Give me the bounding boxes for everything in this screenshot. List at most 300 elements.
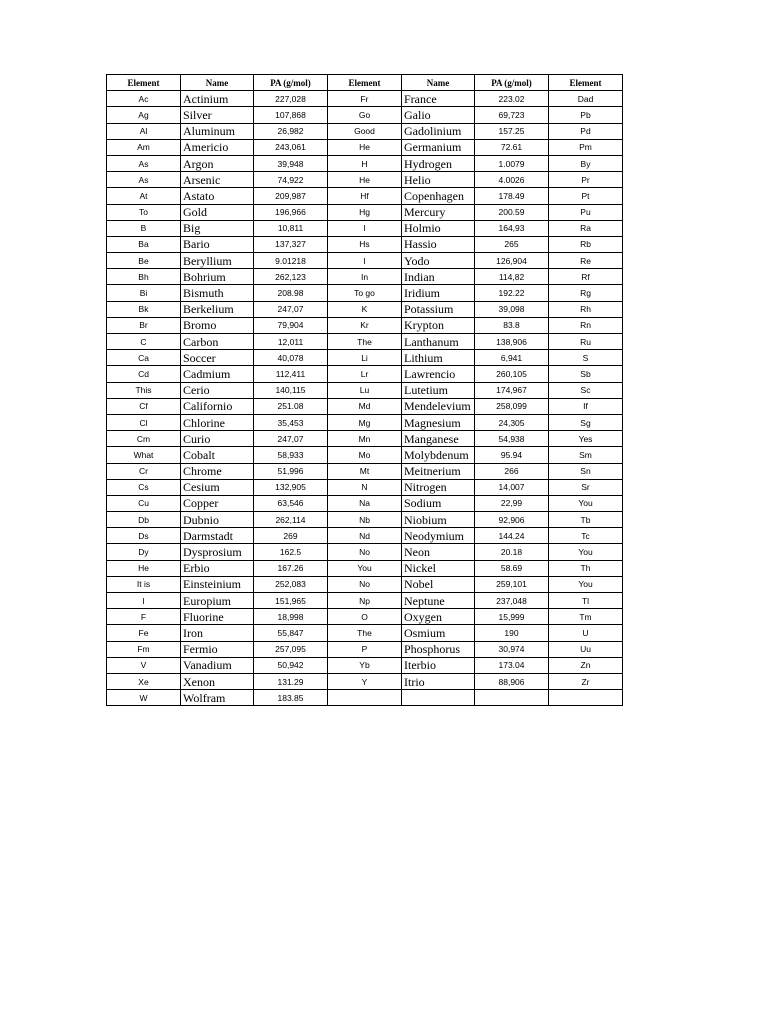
cell-symbol: Ba [107, 236, 181, 252]
cell-symbol: V [107, 657, 181, 673]
cell-symbol: Fm [107, 641, 181, 657]
cell-symbol: Pu [549, 204, 623, 220]
cell-name: Copper [181, 495, 254, 511]
cell-symbol: You [549, 495, 623, 511]
cell-symbol: Lu [328, 382, 402, 398]
cell-symbol: Bi [107, 285, 181, 301]
cell-atomic-weight: 50,942 [254, 657, 328, 673]
cell-name: Wolfram [181, 690, 254, 706]
cell-symbol: Hf [328, 188, 402, 204]
cell-atomic-weight: 20.18 [475, 544, 549, 560]
cell-name: Nitrogen [402, 479, 475, 495]
cell-name: Molybdenum [402, 447, 475, 463]
table-row [107, 414, 623, 430]
cell-symbol: S [549, 350, 623, 366]
table-row [107, 609, 623, 625]
cell-atomic-weight: 262,123 [254, 269, 328, 285]
table-row [107, 560, 623, 576]
cell-symbol: Pt [549, 188, 623, 204]
cell-name: Copenhagen [402, 188, 475, 204]
table-row [107, 398, 623, 414]
table-row [107, 641, 623, 657]
cell-atomic-weight: 88,906 [475, 673, 549, 689]
cell-name: Iridium [402, 285, 475, 301]
cell-name: Osmium [402, 625, 475, 641]
cell-name: Silver [181, 107, 254, 123]
cell-symbol: P [328, 641, 402, 657]
table-row [107, 123, 623, 139]
cell-atomic-weight: 1.0079 [475, 155, 549, 171]
cell-atomic-weight: 74,922 [254, 172, 328, 188]
cell-symbol: Cr [107, 463, 181, 479]
cell-symbol: Cu [107, 495, 181, 511]
cell-symbol: Lr [328, 366, 402, 382]
table-row [107, 301, 623, 317]
cell-symbol: Fr [328, 91, 402, 107]
cell-atomic-weight: 18,998 [254, 609, 328, 625]
cell-atomic-weight: 126,904 [475, 253, 549, 269]
cell-atomic-weight: 237,048 [475, 593, 549, 609]
cell-name: Gold [181, 204, 254, 220]
cell-atomic-weight: 51,996 [254, 463, 328, 479]
table-body [107, 91, 623, 706]
cell-name: Beryllium [181, 253, 254, 269]
cell-symbol: Np [328, 593, 402, 609]
cell-name: Cobalt [181, 447, 254, 463]
cell-atomic-weight: 209,987 [254, 188, 328, 204]
cell-symbol: He [107, 560, 181, 576]
cell-symbol: Go [328, 107, 402, 123]
cell-atomic-weight: 132,905 [254, 479, 328, 495]
cell-symbol: Rh [549, 301, 623, 317]
cell-name: Chrome [181, 463, 254, 479]
cell-atomic-weight: 54,938 [475, 431, 549, 447]
cell-name: Xenon [181, 673, 254, 689]
cell-symbol: As [107, 155, 181, 171]
cell-symbol: No [328, 544, 402, 560]
cell-symbol: Rf [549, 269, 623, 285]
cell-name: Lithium [402, 350, 475, 366]
cell-atomic-weight: 24,305 [475, 414, 549, 430]
cell-atomic-weight: 208.98 [254, 285, 328, 301]
cell-name: Oxygen [402, 609, 475, 625]
cell-symbol: Tc [549, 528, 623, 544]
cell-atomic-weight: 35,453 [254, 414, 328, 430]
cell-name: Arsenic [181, 172, 254, 188]
cell-symbol: Cd [107, 366, 181, 382]
cell-atomic-weight: 63,546 [254, 495, 328, 511]
element-table [106, 74, 623, 706]
cell-atomic-weight: 26,982 [254, 123, 328, 139]
cell-atomic-weight: 9.01218 [254, 253, 328, 269]
table-row [107, 317, 623, 333]
cell-atomic-weight: 223.02 [475, 91, 549, 107]
cell-name: Gadolinium [402, 123, 475, 139]
cell-atomic-weight: 151,965 [254, 593, 328, 609]
cell-symbol: No [328, 576, 402, 592]
cell-symbol: By [549, 155, 623, 171]
cell-name: Aluminum [181, 123, 254, 139]
table-row [107, 188, 623, 204]
cell-atomic-weight: 174,967 [475, 382, 549, 398]
cell-symbol: To [107, 204, 181, 220]
cell-symbol: He [328, 139, 402, 155]
cell-name [402, 690, 475, 706]
cell-atomic-weight: 164,93 [475, 220, 549, 236]
cell-atomic-weight: 6,941 [475, 350, 549, 366]
cell-atomic-weight: 15,999 [475, 609, 549, 625]
table-row [107, 334, 623, 350]
cell-symbol: K [328, 301, 402, 317]
cell-symbol: I [328, 253, 402, 269]
cell-name: Neon [402, 544, 475, 560]
cell-symbol: B [107, 220, 181, 236]
cell-symbol: Hg [328, 204, 402, 220]
cell-symbol: Al [107, 123, 181, 139]
cell-symbol: N [328, 479, 402, 495]
cell-symbol: Cs [107, 479, 181, 495]
cell-symbol: Xe [107, 673, 181, 689]
cell-symbol: Hs [328, 236, 402, 252]
header-row [107, 75, 623, 91]
cell-name: Mercury [402, 204, 475, 220]
cell-symbol: Nd [328, 528, 402, 544]
cell-symbol: Y [328, 673, 402, 689]
cell-name: Neodymium [402, 528, 475, 544]
table-row [107, 431, 623, 447]
cell-name: Mendelevium [402, 398, 475, 414]
cell-atomic-weight: 58,933 [254, 447, 328, 463]
table-row [107, 350, 623, 366]
cell-symbol: Pd [549, 123, 623, 139]
cell-name: Yodo [402, 253, 475, 269]
cell-atomic-weight: 112,411 [254, 366, 328, 382]
cell-symbol: Br [107, 317, 181, 333]
cell-name: Darmstadt [181, 528, 254, 544]
table-row [107, 107, 623, 123]
cell-atomic-weight: 92,906 [475, 512, 549, 528]
cell-symbol: U [549, 625, 623, 641]
cell-name: Manganese [402, 431, 475, 447]
cell-symbol: I [107, 593, 181, 609]
cell-symbol: As [107, 172, 181, 188]
cell-name: Nobel [402, 576, 475, 592]
cell-symbol: The [328, 334, 402, 350]
cell-symbol: Sb [549, 366, 623, 382]
cell-atomic-weight: 58.69 [475, 560, 549, 576]
table-row [107, 204, 623, 220]
cell-symbol: Nb [328, 512, 402, 528]
cell-symbol: I [328, 220, 402, 236]
cell-atomic-weight: 131.29 [254, 673, 328, 689]
cell-symbol: Tl [549, 593, 623, 609]
table-row [107, 366, 623, 382]
cell-name: Phosphorus [402, 641, 475, 657]
cell-atomic-weight: 40,078 [254, 350, 328, 366]
cell-name: Niobium [402, 512, 475, 528]
table-row [107, 625, 623, 641]
cell-symbol: Good [328, 123, 402, 139]
cell-symbol: Sn [549, 463, 623, 479]
cell-name: Carbon [181, 334, 254, 350]
cell-name: Sodium [402, 495, 475, 511]
cell-atomic-weight: 107,868 [254, 107, 328, 123]
cell-atomic-weight: 178.49 [475, 188, 549, 204]
cell-name: Bismuth [181, 285, 254, 301]
cell-symbol: Tb [549, 512, 623, 528]
cell-atomic-weight: 79,904 [254, 317, 328, 333]
cell-symbol: Zn [549, 657, 623, 673]
cell-symbol: Dy [107, 544, 181, 560]
cell-name: Lanthanum [402, 334, 475, 350]
cell-atomic-weight: 95.94 [475, 447, 549, 463]
table-row [107, 253, 623, 269]
table-row [107, 657, 623, 673]
cell-symbol: Sr [549, 479, 623, 495]
cell-name: Itrio [402, 673, 475, 689]
cell-name: Neptune [402, 593, 475, 609]
cell-symbol: Mt [328, 463, 402, 479]
table-row [107, 528, 623, 544]
cell-name: Vanadium [181, 657, 254, 673]
cell-name: Cerio [181, 382, 254, 398]
cell-symbol: What [107, 447, 181, 463]
table-row [107, 91, 623, 107]
cell-symbol: Am [107, 139, 181, 155]
cell-name: Fermio [181, 641, 254, 657]
cell-symbol: Sc [549, 382, 623, 398]
cell-symbol: Md [328, 398, 402, 414]
cell-atomic-weight [475, 690, 549, 706]
cell-symbol: He [328, 172, 402, 188]
table-row [107, 479, 623, 495]
cell-name: Iron [181, 625, 254, 641]
cell-symbol: Yb [328, 657, 402, 673]
cell-symbol: Li [328, 350, 402, 366]
cell-atomic-weight: 252,083 [254, 576, 328, 592]
cell-atomic-weight: 10,811 [254, 220, 328, 236]
cell-name: Bohrium [181, 269, 254, 285]
cell-symbol: F [107, 609, 181, 625]
cell-name: Indian [402, 269, 475, 285]
cell-name: Curio [181, 431, 254, 447]
cell-atomic-weight: 200.59 [475, 204, 549, 220]
cell-symbol: The [328, 625, 402, 641]
table-row [107, 593, 623, 609]
table-row [107, 285, 623, 301]
cell-atomic-weight: 83.8 [475, 317, 549, 333]
cell-atomic-weight: 144.24 [475, 528, 549, 544]
table-row [107, 155, 623, 171]
cell-atomic-weight: 4.0026 [475, 172, 549, 188]
cell-atomic-weight: 14,007 [475, 479, 549, 495]
table-row [107, 544, 623, 560]
cell-atomic-weight: 12,011 [254, 334, 328, 350]
cell-symbol: Rb [549, 236, 623, 252]
cell-symbol: H [328, 155, 402, 171]
cell-atomic-weight: 265 [475, 236, 549, 252]
cell-atomic-weight: 247,07 [254, 431, 328, 447]
cell-name: Dubnio [181, 512, 254, 528]
cell-atomic-weight: 162.5 [254, 544, 328, 560]
cell-atomic-weight: 173.04 [475, 657, 549, 673]
cell-symbol: Sm [549, 447, 623, 463]
cell-name: Hydrogen [402, 155, 475, 171]
cell-atomic-weight: 30,974 [475, 641, 549, 657]
cell-symbol [328, 690, 402, 706]
table-row [107, 463, 623, 479]
cell-atomic-weight: 183.85 [254, 690, 328, 706]
cell-name: Einsteinium [181, 576, 254, 592]
cell-name: Astato [181, 188, 254, 204]
cell-name: Americio [181, 139, 254, 155]
cell-symbol: Ra [549, 220, 623, 236]
cell-name: Actinium [181, 91, 254, 107]
cell-symbol: Zr [549, 673, 623, 689]
cell-symbol: Cf [107, 398, 181, 414]
cell-symbol: Db [107, 512, 181, 528]
cell-name: Iterbio [402, 657, 475, 673]
cell-symbol: Ru [549, 334, 623, 350]
cell-symbol: Ds [107, 528, 181, 544]
cell-name: Galio [402, 107, 475, 123]
cell-symbol [549, 690, 623, 706]
cell-symbol: Ag [107, 107, 181, 123]
cell-atomic-weight: 55,847 [254, 625, 328, 641]
cell-atomic-weight: 196,966 [254, 204, 328, 220]
cell-name: Krypton [402, 317, 475, 333]
header-atomic-weight: PA (g/mol) [475, 75, 549, 91]
header-atomic-weight: PA (g/mol) [254, 75, 328, 91]
cell-symbol: Mn [328, 431, 402, 447]
cell-name: Chlorine [181, 414, 254, 430]
cell-name: Magnesium [402, 414, 475, 430]
cell-atomic-weight: 258,099 [475, 398, 549, 414]
cell-symbol: Be [107, 253, 181, 269]
cell-atomic-weight: 69,723 [475, 107, 549, 123]
cell-atomic-weight: 39,948 [254, 155, 328, 171]
cell-symbol: Th [549, 560, 623, 576]
table-row [107, 690, 623, 706]
cell-symbol: Mo [328, 447, 402, 463]
header-element: Element [107, 75, 181, 91]
cell-atomic-weight: 140,115 [254, 382, 328, 398]
table-row [107, 236, 623, 252]
table-row [107, 269, 623, 285]
cell-atomic-weight: 22,99 [475, 495, 549, 511]
cell-atomic-weight: 157.25 [475, 123, 549, 139]
table-row [107, 382, 623, 398]
cell-symbol: It is [107, 576, 181, 592]
cell-atomic-weight: 260,105 [475, 366, 549, 382]
cell-atomic-weight: 192.22 [475, 285, 549, 301]
cell-symbol: Re [549, 253, 623, 269]
cell-symbol: Cm [107, 431, 181, 447]
cell-name: Lawrencio [402, 366, 475, 382]
cell-symbol: At [107, 188, 181, 204]
header-name: Name [402, 75, 475, 91]
cell-name: Lutetium [402, 382, 475, 398]
cell-symbol: Uu [549, 641, 623, 657]
table-row [107, 172, 623, 188]
cell-name: Meitnerium [402, 463, 475, 479]
cell-name: Erbio [181, 560, 254, 576]
cell-symbol: You [549, 576, 623, 592]
cell-symbol: Na [328, 495, 402, 511]
header-element: Element [549, 75, 623, 91]
cell-atomic-weight: 167.26 [254, 560, 328, 576]
cell-name: Europium [181, 593, 254, 609]
cell-symbol: Kr [328, 317, 402, 333]
cell-symbol: Ca [107, 350, 181, 366]
header-name: Name [181, 75, 254, 91]
cell-atomic-weight: 269 [254, 528, 328, 544]
cell-atomic-weight: 251.08 [254, 398, 328, 414]
cell-atomic-weight: 257,095 [254, 641, 328, 657]
cell-name: Berkelium [181, 301, 254, 317]
cell-atomic-weight: 138,906 [475, 334, 549, 350]
cell-name: Cadmium [181, 366, 254, 382]
cell-name: France [402, 91, 475, 107]
table-row [107, 673, 623, 689]
table-row [107, 447, 623, 463]
cell-name: Germanium [402, 139, 475, 155]
cell-atomic-weight: 262,114 [254, 512, 328, 528]
cell-symbol: Pm [549, 139, 623, 155]
cell-symbol: Yes [549, 431, 623, 447]
cell-name: Potassium [402, 301, 475, 317]
cell-symbol: Mg [328, 414, 402, 430]
cell-symbol: Cl [107, 414, 181, 430]
cell-symbol: This [107, 382, 181, 398]
cell-atomic-weight: 39,098 [475, 301, 549, 317]
table-row [107, 139, 623, 155]
cell-name: Dysprosium [181, 544, 254, 560]
cell-name: Bromo [181, 317, 254, 333]
cell-atomic-weight: 266 [475, 463, 549, 479]
cell-atomic-weight: 137,327 [254, 236, 328, 252]
table-row [107, 576, 623, 592]
cell-name: Soccer [181, 350, 254, 366]
cell-symbol: Pb [549, 107, 623, 123]
table-row [107, 220, 623, 236]
table-row [107, 512, 623, 528]
cell-symbol: Rn [549, 317, 623, 333]
cell-name: Fluorine [181, 609, 254, 625]
cell-symbol: If [549, 398, 623, 414]
cell-symbol: In [328, 269, 402, 285]
cell-symbol: You [549, 544, 623, 560]
cell-symbol: W [107, 690, 181, 706]
cell-symbol: Bk [107, 301, 181, 317]
cell-symbol: Ac [107, 91, 181, 107]
cell-symbol: Sg [549, 414, 623, 430]
cell-name: Argon [181, 155, 254, 171]
cell-symbol: To go [328, 285, 402, 301]
cell-symbol: Tm [549, 609, 623, 625]
cell-atomic-weight: 259,101 [475, 576, 549, 592]
cell-name: Californio [181, 398, 254, 414]
cell-atomic-weight: 247,07 [254, 301, 328, 317]
cell-atomic-weight: 114,82 [475, 269, 549, 285]
cell-name: Big [181, 220, 254, 236]
cell-symbol: Rg [549, 285, 623, 301]
cell-symbol: O [328, 609, 402, 625]
cell-symbol: Bh [107, 269, 181, 285]
cell-atomic-weight: 190 [475, 625, 549, 641]
cell-name: Cesium [181, 479, 254, 495]
cell-atomic-weight: 227,028 [254, 91, 328, 107]
